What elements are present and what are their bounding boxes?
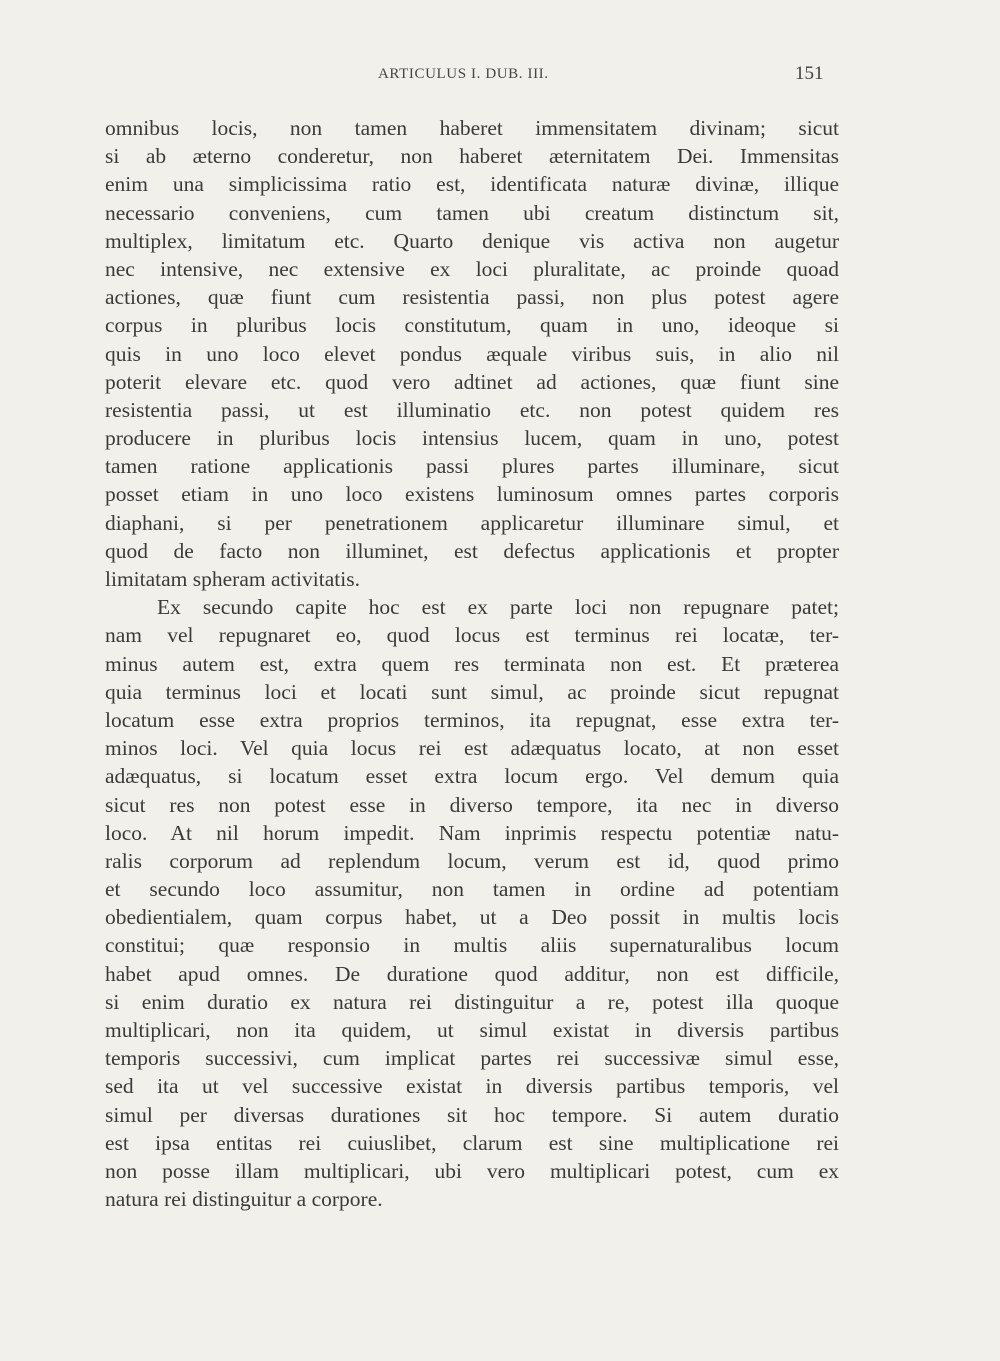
text-line: ralis corporum ad replendum locum, verum est id, quod primo	[105, 848, 839, 873]
text-line: resistentia passi, ut est illuminatio etc. non potest quidem res	[105, 397, 839, 422]
text-line: necessario conveniens, cum tamen ubi creatum distinctum sit,	[105, 200, 839, 225]
text-line: minos loci. Vel quia locus rei est adæquatus locato, at non esset	[105, 736, 839, 761]
text-line: si ab æterno conderetur, non haberet æternitatem Dei. Immensitas	[105, 144, 839, 169]
text-line: omnibus locis, non tamen haberet immensitatem divinam; sicut	[105, 116, 839, 140]
text-line: temporis successivi, cum implicat partes rei successivæ simul esse,	[105, 1046, 839, 1071]
text-line: obedientialem, quam corpus habet, ut a Deo possit in multis locis	[105, 905, 839, 930]
text-line: nam vel repugnaret eo, quod locus est terminus rei locatæ, ter-	[105, 623, 839, 648]
running-head: ARTICULUS I. DUB. III.	[378, 66, 549, 82]
text-line: actiones, quæ fiunt cum resistentia passi, non plus potest agere	[105, 285, 839, 310]
text-line: constitui; quæ responsio in multis aliis supernaturalibus locum	[105, 933, 839, 958]
text-line: nec intensive, nec extensive ex loci pluralitate, ac proinde quoad	[105, 256, 839, 281]
text-line: poterit elevare etc. quod vero adtinet ad actiones, quæ fiunt sine	[105, 369, 839, 394]
text-line: enim una simplicissima ratio est, identificata naturæ divinæ, illique	[105, 172, 839, 197]
text-line: adæquatus, si locatum esset extra locum ergo. Vel demum quia	[105, 764, 839, 789]
page-number: 151	[795, 63, 824, 84]
text-line: et secundo loco assumitur, non tamen in ordine ad potentiam	[105, 877, 839, 902]
paragraph-end-line: limitatam spheram activitatis.	[105, 567, 360, 591]
text-line: diaphani, si per penetrationem applicaretur illuminare simul, et	[105, 510, 839, 535]
text-line: locatum esse extra proprios terminos, ita repugnat, esse extra ter-	[105, 707, 839, 732]
text-line: quod de facto non illuminet, est defectus applicationis et propter	[105, 538, 839, 563]
text-line: simul per diversas durationes sit hoc tempore. Si autem duratio	[105, 1102, 839, 1127]
text-line: multiplicari, non ita quidem, ut simul existat in diversis partibus	[105, 1018, 839, 1042]
text-line: sicut res non potest esse in diverso tempore, ita nec in diverso	[105, 792, 839, 817]
text-line: habet apud omnes. De duratione quod additur, non est difficile,	[105, 961, 839, 986]
text-line: quia terminus loci et locati sunt simul, ac proinde sicut repugnat	[105, 679, 839, 704]
text-line: sed ita ut vel successive existat in diversis partibus temporis, vel	[105, 1074, 839, 1099]
text-line: tamen ratione applicationis passi plures partes illuminare, sicut	[105, 454, 839, 479]
text-line: est ipsa entitas rei cuiuslibet, clarum est sine multiplicatione rei	[105, 1130, 839, 1155]
paragraph-end-line: natura rei distinguitur a corpore.	[105, 1187, 383, 1212]
body-text	[105, 114, 839, 1213]
text-line: non posse illam multiplicari, ubi vero multiplicari potest, cum ex	[105, 1158, 839, 1183]
text-line: quis in uno loco elevet pondus æquale viribus suis, in alio nil	[105, 341, 839, 366]
text-line: loco. At nil horum impedit. Nam inprimis respectu potentiæ natu-	[105, 820, 839, 845]
text-line: multiplex, limitatum etc. Quarto denique vis activa non augetur	[105, 228, 839, 253]
text-line: producere in pluribus locis intensius lucem, quam in uno, potest	[105, 426, 839, 451]
text-line: minus autem est, extra quem res terminata non est. Et præterea	[105, 651, 839, 676]
text-line: posset etiam in uno loco existens luminosum omnes partes corporis	[105, 482, 839, 507]
paragraph-start-line: Ex secundo capite hoc est ex parte loci non repugnare patet;	[157, 595, 839, 620]
text-line: corpus in pluribus locis constitutum, quam in uno, ideoque si	[105, 313, 839, 338]
text-line: si enim duratio ex natura rei distinguitur a re, potest illa quoque	[105, 989, 839, 1014]
